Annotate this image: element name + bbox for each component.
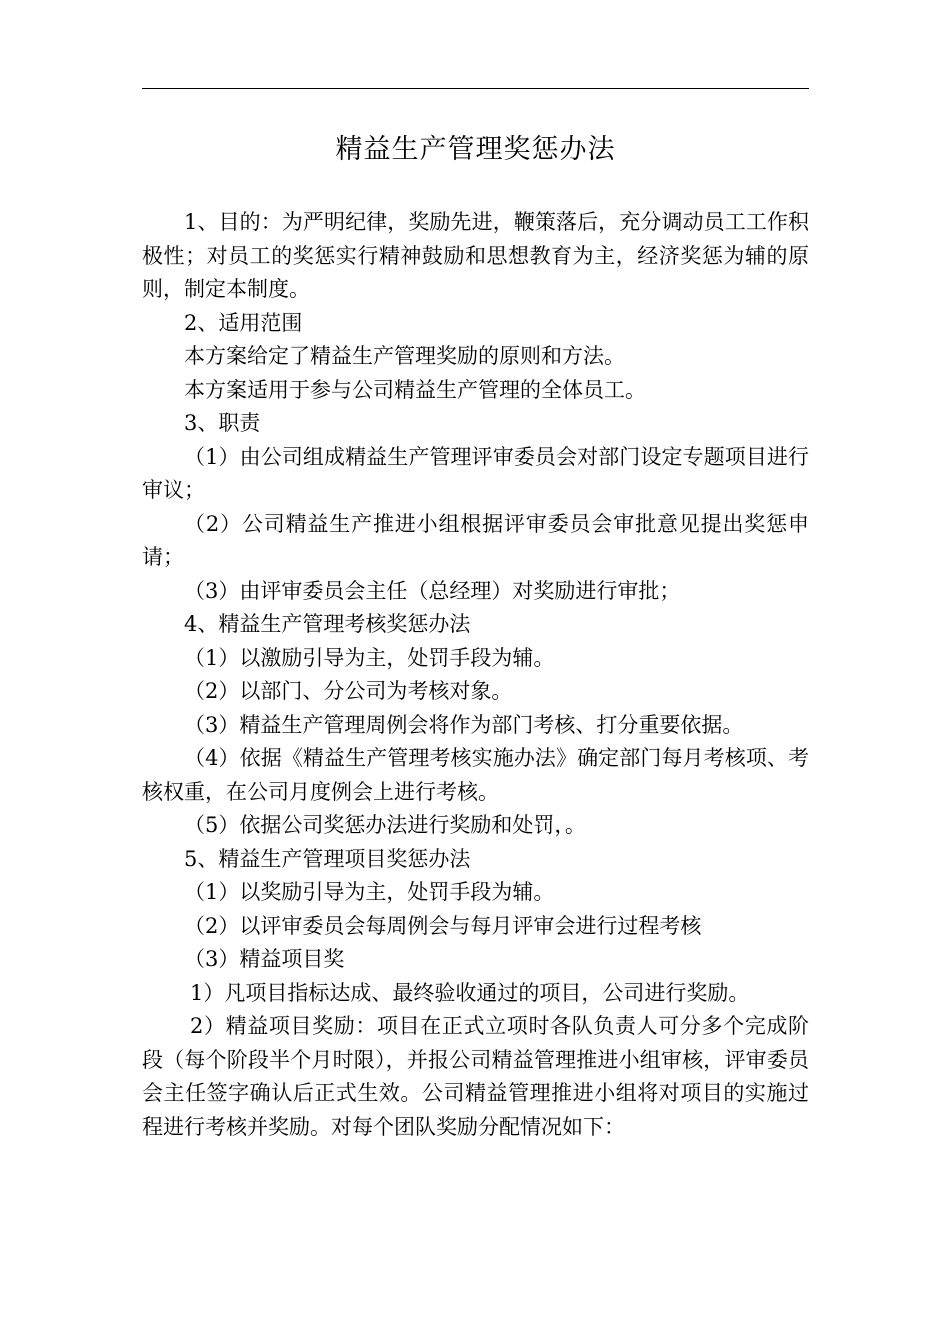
- paragraph-purpose: 1、目的：为严明纪律，奖励先进，鞭策落后，充分调动员工工作积极性；对员工的奖惩实行精神鼓励和思想教育为主，经济奖惩为辅的原则，制定本制度。: [142, 210, 809, 301]
- document-title: 精益生产管理奖惩办法: [335, 134, 616, 165]
- paragraph-project-3-item-1: 1）凡项目指标达成、最终验收通过的项目，公司进行奖励。: [190, 980, 750, 1005]
- paragraph-assessment-3: （3）精益生产管理周例会将作为部门考核、打分重要依据。: [184, 712, 744, 737]
- paragraph-scope-2: 本方案适用于参与公司精益生产管理的全体员工。: [184, 377, 646, 402]
- paragraph-assessment-2: （2）以部门、分公司为考核对象。: [184, 679, 513, 703]
- paragraph-project-2: （2）以评审委员会每周例会与每月评审会进行过程考核: [184, 913, 702, 938]
- heading-responsibilities: 3、职责: [184, 411, 261, 435]
- heading-scope: 2、适用范围: [184, 310, 303, 335]
- paragraph-assessment-4: （4）依据《精益生产管理考核实施办法》确定部门每月考核项、考核权重，在公司月度例会上进行考核。: [142, 746, 809, 804]
- paragraph-responsibility-3: （3）由评审委员会主任（总经理）对奖励进行审批；: [184, 578, 681, 603]
- paragraph-scope-1: 本方案给定了精益生产管理奖励的原则和方法。: [184, 344, 625, 368]
- heading-project-method: 5、精益生产管理项目奖惩办法: [184, 846, 471, 871]
- paragraph-responsibility-1: （1）由公司组成精益生产管理评审委员会对部门设定专题项目进行审议；: [142, 444, 809, 502]
- paragraph-responsibility-2: （2）公司精益生产推进小组根据评审委员会审批意见提出奖惩申请；: [142, 511, 809, 569]
- paragraph-assessment-1: （1）以激励引导为主，处罚手段为辅。: [184, 645, 555, 670]
- document-body: [142, 206, 809, 1144]
- paragraph-project-3: （3）精益项目奖: [184, 947, 345, 971]
- header-rule: [142, 88, 809, 89]
- paragraph-project-1: （1）以奖励引导为主，处罚手段为辅。: [184, 880, 555, 904]
- paragraph-assessment-5: （5）依据公司奖惩办法进行奖励和处罚，。: [184, 813, 586, 837]
- heading-assessment-method: 4、精益生产管理考核奖惩办法: [184, 612, 471, 636]
- paragraph-project-3-item-2: 2）精益项目奖励：项目在正式立项时各队负责人可分多个完成阶段（每个阶段半个月时限），并报公司精益管理推进小组审核，评审委员会主任签字确认后正式生效。公司精益管理推进小组将对项目的实施过程进行考核并奖励。对每个团队奖励分配情况如下：: [142, 1014, 809, 1139]
